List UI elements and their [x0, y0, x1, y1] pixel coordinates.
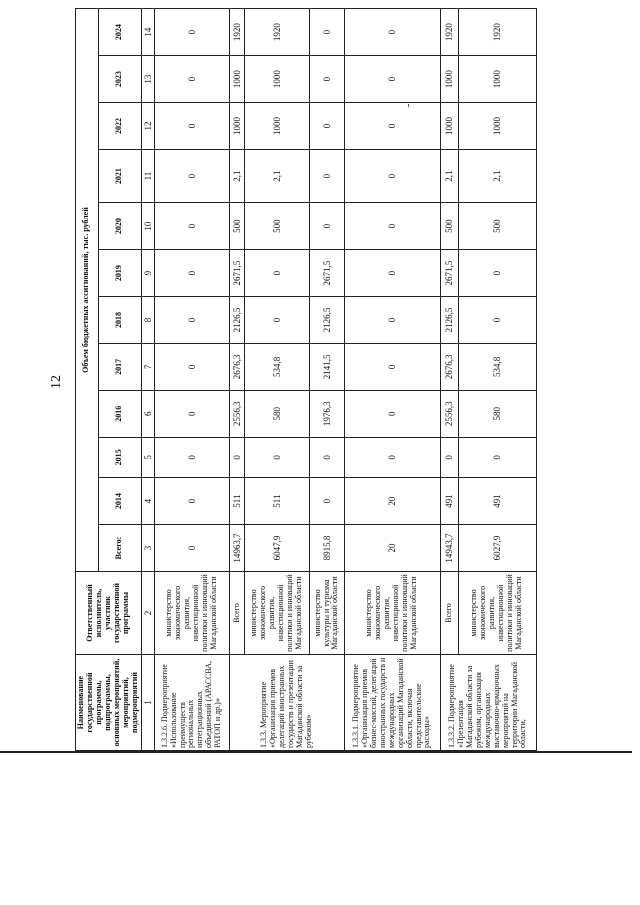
col-number: 12 [141, 103, 154, 150]
cell-value: 2,1 [245, 149, 310, 202]
col-number: 10 [141, 203, 154, 250]
header-year: 2024 [98, 9, 141, 56]
cell-value: 2126,5 [230, 297, 245, 344]
table-row [344, 9, 440, 751]
table-row [245, 9, 310, 751]
cell-value: 2,1 [230, 149, 245, 202]
page-divider [0, 751, 632, 753]
col-number: 8 [141, 297, 154, 344]
cell-value: 500 [440, 203, 458, 250]
cell-total: 20 [344, 525, 440, 572]
row-executor: Всего [440, 571, 458, 654]
header-budget: Объем бюджетных ассигнований, тыс. рублей [76, 9, 99, 572]
header-year: 2019 [98, 250, 141, 297]
col-number: 14 [141, 9, 154, 56]
col-number: 9 [141, 250, 154, 297]
cell-value: 0 [245, 297, 310, 344]
cell-value: 2676,3 [440, 343, 458, 390]
cell-value: 0 [344, 9, 440, 56]
cell-value: 511 [245, 478, 310, 525]
cell-value: 0 [245, 250, 310, 297]
row-executor: Всего [230, 571, 245, 654]
budget-table-container [75, 8, 529, 751]
row-executor: министерство экономического развития, инвестиционной политики и инноваций Магаданской области [344, 571, 440, 654]
col-number: 4 [141, 478, 154, 525]
cell-total: 8915,8 [310, 525, 344, 572]
col-number: 13 [141, 56, 154, 103]
cell-value: 491 [458, 478, 536, 525]
cell-total: 6047,9 [245, 525, 310, 572]
cell-value: 0 [440, 437, 458, 478]
cell-value: 1000 [245, 103, 310, 150]
cell-value: 0 [154, 297, 229, 344]
cell-value: 534,8 [245, 343, 310, 390]
cell-value: 0 [154, 9, 229, 56]
cell-value: 0 [154, 250, 229, 297]
header-year: 2020 [98, 203, 141, 250]
page-number-text: 12 [49, 375, 64, 389]
cell-value: 0 [344, 297, 440, 344]
cell-value: 580 [245, 390, 310, 437]
row-executor: министерство культуры и туризма Магаданской области [310, 571, 344, 654]
cell-value: 2,1 [440, 149, 458, 202]
header-total: Всего: [98, 525, 141, 572]
cell-value: 0 [458, 297, 536, 344]
cell-value: 2141,5 [310, 343, 344, 390]
header-year: 2018 [98, 297, 141, 344]
cell-value: 1000 [440, 56, 458, 103]
cell-value: 0 [154, 478, 229, 525]
cell-value: 2671,5 [310, 250, 344, 297]
cell-value: 534,8 [458, 343, 536, 390]
cell-value: 1000 [245, 56, 310, 103]
cell-value: 1000 [458, 103, 536, 150]
header-executor: Ответственный исполнитель, участник государственной программы [76, 571, 142, 654]
col-number: 1 [141, 655, 154, 751]
cell-value: 0 [310, 9, 344, 56]
cell-value: 580 [458, 390, 536, 437]
col-number: 6 [141, 390, 154, 437]
col-number: 11 [141, 149, 154, 202]
cell-value: 0 [230, 437, 245, 478]
cell-value: 2,1 [458, 149, 536, 202]
cell-total: 0 [154, 525, 229, 572]
cell-value: 0 [310, 56, 344, 103]
header-year: 2014 [98, 478, 141, 525]
cell-value: 0 [310, 437, 344, 478]
cell-value: 2671,5 [230, 250, 245, 297]
col-number: 3 [141, 525, 154, 572]
header-year: 2015 [98, 437, 141, 478]
cell-value: 0 [154, 103, 229, 150]
cell-value: 0 [154, 56, 229, 103]
row-name: 1.3.3.1. Подмероприятие «Организация приемов бизнес-миссий, делегаций иностранных государств и международных организаций Магаданской области, включая представительские расходы» [344, 655, 440, 751]
row-executor: министерство экономического развития, инвестиционной политики и инноваций Магаданской области [154, 571, 229, 654]
cell-value: 0 [310, 203, 344, 250]
cell-value: 1920 [230, 9, 245, 56]
row-name: 1.3.3. Мероприятие «Организация приемов делегаций иностранных государств и презентации Магаданской области за рубежом» [230, 655, 344, 751]
cell-value: 2676,3 [230, 343, 245, 390]
header-year: 2023 [98, 56, 141, 103]
cell-value: 511 [230, 478, 245, 525]
budget-table [75, 8, 537, 751]
cell-value: 0 [154, 149, 229, 202]
table-row [310, 9, 344, 751]
cell-value: 1920 [440, 9, 458, 56]
row-name: 1.3.3.2. Подмероприятие «Презентация Магаданской области за рубежом, организация международных выставочно-ярмарочных мероприятий на территории Магаданской области, [440, 655, 536, 751]
cell-value: 20 [344, 478, 440, 525]
cell-total: 14963,7 [230, 525, 245, 572]
header-year: 2022 [98, 103, 141, 150]
cell-value: 0 [245, 437, 310, 478]
cell-value: 0 [344, 149, 440, 202]
cell-value: 0 [344, 56, 440, 103]
cell-value: 0 [344, 390, 440, 437]
table-row [230, 9, 245, 751]
cell-value: 500 [458, 203, 536, 250]
cell-value: 0 [310, 478, 344, 525]
cell-value: 1000 [230, 103, 245, 150]
cell-value: 1000 [230, 56, 245, 103]
cell-value: 0 [154, 203, 229, 250]
cell-value: 0 [154, 437, 229, 478]
cell-total: 6027,9 [458, 525, 536, 572]
header-year: 2017 [98, 343, 141, 390]
row-name: 1.3.2.6. Подмероприятие «Использование преимуществ региональных интеграционных объединений (АРАССВА, РАТОП и др.)» [154, 655, 229, 751]
cell-value: 491 [440, 478, 458, 525]
cell-value: 0 [344, 250, 440, 297]
cell-value: 2556,3 [440, 390, 458, 437]
cell-value: 2126,5 [310, 297, 344, 344]
column-number-row [141, 9, 154, 751]
cell-value: 2126,5 [440, 297, 458, 344]
cell-value: 1920 [458, 9, 536, 56]
cell-value: 0 [154, 390, 229, 437]
col-number: 2 [141, 571, 154, 654]
row-executor: министерство экономического развития, инвестиционной политики и инноваций Магаданской области [458, 571, 536, 654]
cell-value: 1000 [440, 103, 458, 150]
cell-value: 500 [230, 203, 245, 250]
cell-value: 1976,3 [310, 390, 344, 437]
header-year: 2016 [98, 390, 141, 437]
cell-value: 0 [458, 250, 536, 297]
cell-value: 0 [154, 343, 229, 390]
cell-value: 1920 [245, 9, 310, 56]
cell-value: 0 [458, 437, 536, 478]
cell-value: 2671,5 [440, 250, 458, 297]
table-row [458, 9, 536, 751]
header-year: 2021 [98, 149, 141, 202]
cell-value: 0 [344, 343, 440, 390]
table-row [440, 9, 458, 751]
table-row [154, 9, 229, 751]
cell-value: 0 [344, 103, 440, 150]
cell-value: 500 [245, 203, 310, 250]
cell-value: 2556,3 [230, 390, 245, 437]
cell-value: 1000 [458, 56, 536, 103]
cell-value: 0 [310, 103, 344, 150]
col-number: 7 [141, 343, 154, 390]
cell-total: 14943,7 [440, 525, 458, 572]
row-executor: министерство экономического развития, инвестиционной политики и инноваций Магаданской области [245, 571, 310, 654]
header-name: Наименование государственной программы, подпрограммы, основных мероприятий, мероприятий, подмероприятий [76, 655, 142, 751]
cell-value: 0 [310, 149, 344, 202]
cell-value: 0 [344, 203, 440, 250]
cell-value: 0 [344, 437, 440, 478]
col-number: 5 [141, 437, 154, 478]
